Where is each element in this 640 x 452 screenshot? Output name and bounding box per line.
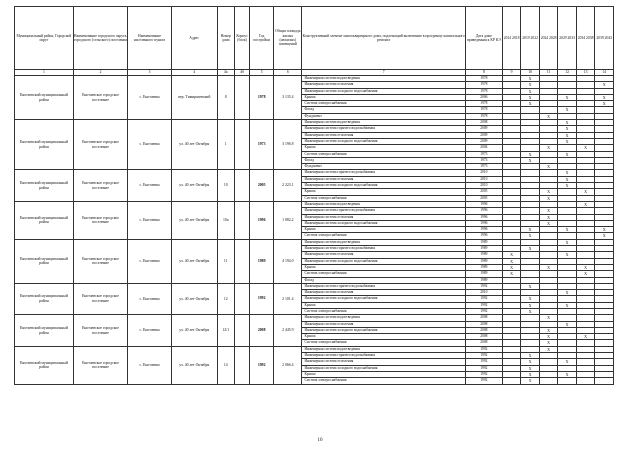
- column-header: Наименование городского округа, городского (сельского) поселения: [73, 7, 127, 70]
- column-header: 2019 2022: [521, 7, 540, 70]
- period-mark-cell: X: [539, 208, 558, 214]
- date-cell: 2010: [465, 183, 502, 189]
- column-header: 2039 2043: [595, 7, 614, 70]
- date-cell: 2005: [465, 195, 502, 201]
- period-mark-cell: X: [558, 302, 577, 308]
- block-cell: [234, 201, 249, 239]
- element-cell: Крыша: [302, 145, 465, 151]
- period-mark-cell: X: [521, 157, 540, 163]
- house-number-cell: 10: [217, 170, 234, 201]
- date-cell: 1992: [465, 283, 502, 289]
- locality-cell: с. Енотаевка: [128, 283, 172, 314]
- date-cell: 1992: [465, 296, 502, 302]
- header-row: [15, 7, 614, 70]
- period-mark-cell: X: [539, 220, 558, 226]
- date-cell: 1992: [465, 359, 502, 365]
- date-cell: 2008: [465, 327, 502, 333]
- period-mark-cell: X: [595, 233, 614, 239]
- date-cell: 2008: [465, 120, 502, 126]
- area-cell: 3 135.4: [274, 76, 302, 120]
- element-cell: Система электроснабжения: [302, 195, 465, 201]
- date-cell: 1996: [465, 227, 502, 233]
- period-mark-cell: X: [558, 252, 577, 258]
- date-cell: 2010: [465, 176, 502, 182]
- house-number-cell: 12: [217, 283, 234, 314]
- period-mark-cell: X: [539, 264, 558, 270]
- period-mark-cell: X: [521, 151, 540, 157]
- build-year-cell: 2008: [250, 315, 274, 346]
- column-header: 2029 2033: [558, 7, 577, 70]
- element-cell: Инженерная система холодного водоснабжения: [302, 296, 465, 302]
- area-cell: 2 101.4: [274, 283, 302, 314]
- column-number: 13: [576, 70, 595, 76]
- element-cell: Инженерная система горячего водоснабжения: [302, 126, 465, 132]
- date-cell: 1992: [465, 365, 502, 371]
- block-cell: [234, 120, 249, 170]
- block-cell: [234, 315, 249, 346]
- locality-cell: с. Енотаевка: [128, 346, 172, 384]
- column-header: 2014 2018: [502, 7, 521, 70]
- period-mark-cell: X: [558, 176, 577, 182]
- period-mark-cell: X: [558, 290, 577, 296]
- date-cell: 2009: [465, 132, 502, 138]
- period-mark-cell: X: [521, 296, 540, 302]
- element-cell: Инженерная система отопления: [302, 359, 465, 365]
- date-cell: 1978: [465, 113, 502, 119]
- period-mark-cell: X: [539, 315, 558, 321]
- date-cell: 1989: [465, 271, 502, 277]
- period-mark-cell: X: [558, 239, 577, 245]
- block-cell: [234, 346, 249, 384]
- element-cell: Крыша: [302, 302, 465, 308]
- date-cell: 1973: [465, 157, 502, 163]
- house-number-cell: 11: [217, 239, 234, 283]
- date-cell: 1978: [465, 76, 502, 82]
- period-mark-cell: X: [558, 138, 577, 144]
- element-cell: Инженерная система горячего водоснабжения: [302, 246, 465, 252]
- element-cell: Инженерная система холодного водоснабжения: [302, 220, 465, 226]
- element-cell: Инженерная система водоотведения: [302, 315, 465, 321]
- date-cell: 1992: [465, 371, 502, 377]
- date-cell: 2005: [465, 189, 502, 195]
- column-number: 14: [595, 70, 614, 76]
- period-mark-cell: X: [521, 76, 540, 82]
- period-mark-cell: X: [558, 132, 577, 138]
- period-mark-cell: X: [521, 101, 540, 107]
- district-cell: Енотаевский муниципальный район: [15, 315, 74, 346]
- date-cell: 2008: [465, 334, 502, 340]
- column-number: 12: [558, 70, 577, 76]
- column-header: Муниципальный район, Городской округ: [15, 7, 74, 70]
- period-mark-cell: X: [539, 189, 558, 195]
- date-cell: 1989: [465, 239, 502, 245]
- date-cell: 1992: [465, 308, 502, 314]
- period-mark-cell: X: [521, 371, 540, 377]
- build-year-cell: 1996: [250, 201, 274, 239]
- period-mark-cell: X: [558, 359, 577, 365]
- period-mark-cell: X: [595, 101, 614, 107]
- date-cell: 1989: [465, 258, 502, 264]
- element-cell: Инженерная система водоотведения: [302, 201, 465, 207]
- settlement-cell: Енотаевское городское поселение: [73, 315, 127, 346]
- element-cell: Инженерная система водоотведения: [302, 239, 465, 245]
- column-number: 8: [465, 70, 502, 76]
- period-mark-cell: X: [539, 334, 558, 340]
- block-cell: [234, 170, 249, 201]
- column-number: 7: [302, 70, 465, 76]
- column-number: 10: [521, 70, 540, 76]
- area-cell: 2 445.9: [274, 315, 302, 346]
- settlement-cell: Енотаевское городское поселение: [73, 283, 127, 314]
- column-header: Номер дома: [217, 7, 234, 70]
- element-cell: Система электроснабжения: [302, 233, 465, 239]
- element-cell: Инженерная система холодного водоснабжения: [302, 258, 465, 264]
- column-number: 4а: [217, 70, 234, 76]
- element-cell: Инженерная система отопления: [302, 252, 465, 258]
- element-cell: Инженерная система отопления: [302, 321, 465, 327]
- column-header: Адрес: [171, 7, 217, 70]
- column-header: Наименование населенного пункта: [128, 7, 172, 70]
- date-cell: 2010: [465, 170, 502, 176]
- period-mark-cell: X: [558, 94, 577, 100]
- element-cell: Система электроснабжения: [302, 340, 465, 346]
- district-cell: Енотаевский муниципальный район: [15, 283, 74, 314]
- element-cell: Инженерная система отопления: [302, 132, 465, 138]
- element-cell: Инженерная система холодного водоснабжения: [302, 365, 465, 371]
- settlement-cell: Енотаевское городское поселение: [73, 120, 127, 170]
- period-mark-cell: X: [595, 82, 614, 88]
- period-mark-cell: X: [521, 283, 540, 289]
- date-cell: 1973: [465, 151, 502, 157]
- period-mark-cell: X: [521, 378, 540, 384]
- house-number-cell: 1: [217, 120, 234, 170]
- date-cell: 1996: [465, 214, 502, 220]
- district-cell: Енотаевский муниципальный район: [15, 76, 74, 120]
- column-number: 6: [274, 70, 302, 76]
- address-cell: ул. 40 лет Октября: [171, 120, 217, 170]
- house-number-cell: 10а: [217, 201, 234, 239]
- element-cell: Крыша: [302, 264, 465, 270]
- date-cell: 1992: [465, 346, 502, 352]
- date-cell: 1996: [465, 201, 502, 207]
- address-cell: ул. 40 лет Октября: [171, 170, 217, 201]
- element-cell: Инженерная система холодного водоснабжения: [302, 138, 465, 144]
- element-cell: Крыша: [302, 371, 465, 377]
- address-cell: ул. 40 лет Октября: [171, 239, 217, 283]
- settlement-cell: Енотаевское городское поселение: [73, 239, 127, 283]
- date-cell: 2008: [465, 321, 502, 327]
- period-mark-cell: X: [521, 302, 540, 308]
- date-cell: 1996: [465, 220, 502, 226]
- period-mark-cell: X: [558, 120, 577, 126]
- date-cell: 1989: [465, 277, 502, 283]
- period-mark-cell: X: [502, 258, 521, 264]
- element-cell: Инженерная система водоотведения: [302, 346, 465, 352]
- locality-cell: с. Енотаевка: [128, 315, 172, 346]
- element-cell: Инженерная система холодного водоснабжения: [302, 327, 465, 333]
- date-cell: 1989: [465, 264, 502, 270]
- period-mark-cell: X: [576, 271, 595, 277]
- element-cell: Фундамент: [302, 113, 465, 119]
- period-mark-cell: X: [576, 334, 595, 340]
- date-cell: 1973: [465, 164, 502, 170]
- date-cell: 2006: [465, 94, 502, 100]
- element-cell: Инженерная система водоотведения: [302, 120, 465, 126]
- column-number: 9: [502, 70, 521, 76]
- build-year-cell: 1978: [250, 76, 274, 120]
- date-cell: 2009: [465, 138, 502, 144]
- column-number: 11: [539, 70, 558, 76]
- settlement-cell: Енотаевское городское поселение: [73, 346, 127, 384]
- locality-cell: с. Енотаевка: [128, 239, 172, 283]
- period-mark-cell: X: [558, 371, 577, 377]
- element-cell: Фасад: [302, 107, 465, 113]
- period-mark-cell: X: [521, 246, 540, 252]
- address-cell: ул. 40 лет Октября: [171, 283, 217, 314]
- element-cell: Инженерная система отопления: [302, 176, 465, 182]
- element-cell: Инженерная система холодного водоснабжения: [302, 183, 465, 189]
- element-cell: Инженерная система горячего водоснабжения: [302, 283, 465, 289]
- block-cell: [234, 76, 249, 120]
- element-cell: Крыша: [302, 189, 465, 195]
- locality-cell: с. Енотаевка: [128, 76, 172, 120]
- house-number-cell: 8: [217, 76, 234, 120]
- settlement-cell: Енотаевское городское поселение: [73, 201, 127, 239]
- column-header: Год постройки: [250, 7, 274, 70]
- column-header: 2034 2038: [576, 7, 595, 70]
- element-cell: Фундамент: [302, 164, 465, 170]
- element-cell: Фасад: [302, 157, 465, 163]
- settlement-cell: Енотаевское городское поселение: [73, 76, 127, 120]
- build-year-cell: 2005: [250, 170, 274, 201]
- period-mark-cell: X: [539, 164, 558, 170]
- date-cell: 1992: [465, 302, 502, 308]
- repair-program-table: [14, 6, 614, 385]
- column-header: Корпус (блок): [234, 7, 249, 70]
- period-mark-cell: X: [539, 214, 558, 220]
- element-cell: Инженерная система водоотведения: [302, 76, 465, 82]
- period-mark-cell: X: [576, 201, 595, 207]
- date-cell: 1978: [465, 101, 502, 107]
- element-cell: Инженерная система холодного водоснабжения: [302, 88, 465, 94]
- column-header: Дата даже приведенная к КР КЭ: [465, 7, 502, 70]
- period-mark-cell: X: [521, 233, 540, 239]
- period-mark-cell: [595, 378, 614, 384]
- date-cell: 2008: [465, 340, 502, 346]
- build-year-cell: 1973: [250, 120, 274, 170]
- column-number: 4б: [234, 70, 249, 76]
- period-mark-cell: X: [558, 107, 577, 113]
- date-cell: 1978: [465, 107, 502, 113]
- district-cell: Енотаевский муниципальный район: [15, 346, 74, 384]
- period-mark-cell: [576, 378, 595, 384]
- date-cell: 1992: [465, 353, 502, 359]
- date-cell: 1989: [465, 246, 502, 252]
- address-cell: ул. 40 лет Октября: [171, 315, 217, 346]
- table-body: [15, 76, 614, 385]
- settlement-cell: Енотаевское городское поселение: [73, 170, 127, 201]
- date-cell: 2010: [465, 290, 502, 296]
- period-mark-cell: X: [521, 94, 540, 100]
- period-mark-cell: [502, 378, 521, 384]
- period-mark-cell: X: [576, 189, 595, 195]
- period-mark-cell: X: [502, 271, 521, 277]
- element-cell: Крыша: [302, 334, 465, 340]
- period-mark-cell: X: [521, 82, 540, 88]
- date-cell: 1978: [465, 82, 502, 88]
- period-mark-cell: X: [595, 227, 614, 233]
- element-cell: Инженерная система горячего водоснабжения: [302, 170, 465, 176]
- district-cell: Енотаевский муниципальный район: [15, 239, 74, 283]
- element-cell: Система электроснабжения: [302, 378, 465, 384]
- period-mark-cell: X: [576, 145, 595, 151]
- element-cell: Система электроснабжения: [302, 271, 465, 277]
- element-cell: Крыша: [302, 227, 465, 233]
- address-cell: пер. Тимирязевский: [171, 76, 217, 120]
- period-mark-cell: [539, 378, 558, 384]
- district-cell: Енотаевский муниципальный район: [15, 120, 74, 170]
- period-mark-cell: X: [595, 94, 614, 100]
- column-header: 2024 2028: [539, 7, 558, 70]
- element-cell: Инженерная система отопления: [302, 290, 465, 296]
- district-cell: Енотаевский муниципальный район: [15, 170, 74, 201]
- period-mark-cell: X: [539, 145, 558, 151]
- column-number: 4: [171, 70, 217, 76]
- table-header: [15, 7, 614, 76]
- column-number: 1: [15, 70, 74, 76]
- locality-cell: с. Енотаевка: [128, 120, 172, 170]
- element-cell: Система электроснабжения: [302, 101, 465, 107]
- build-year-cell: 1992: [250, 346, 274, 384]
- period-mark-cell: X: [576, 264, 595, 270]
- date-cell: 2009: [465, 126, 502, 132]
- period-mark-cell: X: [558, 321, 577, 327]
- period-mark-cell: X: [521, 227, 540, 233]
- element-cell: Инженерная система горячего водоснабжения: [302, 353, 465, 359]
- element-cell: Крыша: [302, 94, 465, 100]
- area-cell: 4 194.0: [274, 239, 302, 283]
- date-cell: 1989: [465, 252, 502, 258]
- column-header: Общая площадь жилых (нежилых) помещений: [274, 7, 302, 70]
- column-number: 3: [128, 70, 172, 76]
- district-cell: Енотаевский муниципальный район: [15, 201, 74, 239]
- area-cell: 1 882.2: [274, 201, 302, 239]
- column-header: Конструктивный элемент многоквартирного дома, подлежащий включению в программу капитального ремонта: [302, 7, 465, 70]
- period-mark-cell: X: [558, 126, 577, 132]
- column-number: 5: [250, 70, 274, 76]
- house-number-cell: 14: [217, 346, 234, 384]
- locality-cell: с. Енотаевка: [128, 170, 172, 201]
- element-cell: Фасад: [302, 277, 465, 283]
- area-cell: 3 196.8: [274, 120, 302, 170]
- date-cell: 1978: [465, 88, 502, 94]
- period-mark-cell: X: [539, 327, 558, 333]
- page-number: 10: [317, 438, 323, 443]
- period-mark-cell: X: [558, 170, 577, 176]
- period-mark-cell: X: [521, 365, 540, 371]
- period-mark-cell: X: [521, 88, 540, 94]
- date-cell: 1992: [465, 378, 502, 384]
- date-cell: 1996: [465, 208, 502, 214]
- house-number-cell: 12/1: [217, 315, 234, 346]
- document-page: [8, 6, 632, 443]
- period-mark-cell: X: [539, 113, 558, 119]
- area-cell: 2 223.1: [274, 170, 302, 201]
- block-cell: [234, 283, 249, 314]
- build-year-cell: 1989: [250, 239, 274, 283]
- date-cell: 2008: [465, 315, 502, 321]
- area-cell: 2 066.4: [274, 346, 302, 384]
- period-mark-cell: X: [521, 353, 540, 359]
- period-mark-cell: X: [558, 183, 577, 189]
- address-cell: ул. 40 лет Октября: [171, 346, 217, 384]
- element-cell: Инженерная система отопления: [302, 214, 465, 220]
- date-cell: 2004: [465, 145, 502, 151]
- period-mark-cell: X: [539, 346, 558, 352]
- element-cell: Инженерная система горячего водоснабжения: [302, 208, 465, 214]
- build-year-cell: 1992: [250, 283, 274, 314]
- period-mark-cell: X: [502, 252, 521, 258]
- period-mark-cell: X: [539, 340, 558, 346]
- period-mark-cell: [558, 378, 577, 384]
- element-cell: Система электроснабжения: [302, 151, 465, 157]
- locality-cell: с. Енотаевка: [128, 201, 172, 239]
- period-mark-cell: X: [558, 227, 577, 233]
- period-mark-cell: X: [539, 195, 558, 201]
- period-mark-cell: X: [558, 151, 577, 157]
- period-mark-cell: X: [521, 308, 540, 314]
- period-mark-cell: X: [502, 264, 521, 270]
- column-number: 2: [73, 70, 127, 76]
- address-cell: ул. 40 лет Октября: [171, 201, 217, 239]
- period-mark-cell: X: [521, 359, 540, 365]
- date-cell: 1996: [465, 233, 502, 239]
- element-cell: Система электроснабжения: [302, 308, 465, 314]
- element-cell: Инженерная система отопления: [302, 82, 465, 88]
- block-cell: [234, 239, 249, 283]
